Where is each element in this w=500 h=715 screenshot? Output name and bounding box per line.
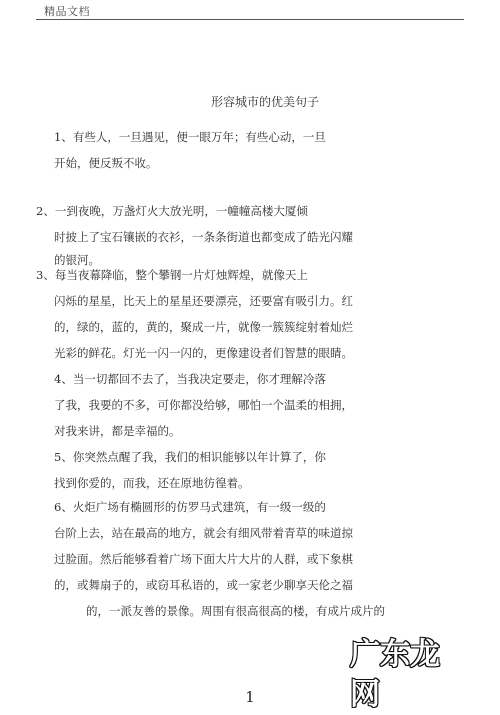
- document-title: 形容城市的优美句子: [210, 95, 319, 109]
- body-line: 的银河。: [54, 253, 100, 267]
- body-line: 的，或舞扇子的，或窃耳私语的，或一家老少聊享天伦之福: [54, 578, 353, 592]
- body-line: 的，绿的，蓝的，黄的，聚成一片，就像一簇簇绽射着灿烂: [54, 320, 353, 334]
- body-line: 4、当一切都回不去了，当我决定要走，你才理解冷落: [54, 372, 326, 386]
- body-line: 的，一派友善的景像。周围有很高很高的楼，有成片成片的: [86, 604, 385, 618]
- body-line: 1、有些人，一旦遇见，便一眼万年；有些心动，一旦: [54, 130, 326, 144]
- body-line: 找到你爱的，而我，还在原地彷徨着。: [54, 476, 250, 490]
- watermark-logo: [350, 637, 465, 712]
- body-line: 2、一到夜晚，万盏灯火大放光明，一幢幢高楼大厦倾: [36, 204, 308, 218]
- body-line: 开始，便反叛不收。: [54, 156, 158, 170]
- header-label: 精品文档: [44, 5, 90, 18]
- body-line: 6、火炬广场有椭圆形的仿罗马式建筑，有一级一级的: [54, 500, 326, 514]
- body-line: 光彩的鲜花。灯光一闪一闪的，更像建设者们智慧的眼睛。: [54, 346, 353, 360]
- body-line: 了我，我要的不多，可你都没给够，哪怕一个温柔的相拥，: [54, 398, 353, 412]
- body-line: 5、你突然点醒了我，我们的相识能够以年计算了，你: [54, 450, 326, 464]
- page-number: 1: [245, 688, 255, 706]
- body-line: 3、每当夜幕降临，整个攀钢一片灯烛辉煌，就像天上: [36, 268, 308, 282]
- body-line: 台阶上去，站在最高的地方，就会有细风带着青草的味道掠: [54, 526, 353, 540]
- body-line: 时披上了宝石镶嵌的衣衫，一条条街道也都变成了皓光闪耀: [54, 230, 353, 244]
- header-divider: [36, 19, 464, 20]
- watermark-text: 广东龙网: [350, 637, 440, 712]
- body-line: 对我来讲，都是幸福的。: [54, 424, 181, 438]
- body-line: 闪烁的星星，比天上的星星还要漂亮，还要富有吸引力。红: [54, 294, 353, 308]
- body-line: 过脸面。然后能够看着广场下面大片大片的人群，或下象棋: [54, 552, 353, 566]
